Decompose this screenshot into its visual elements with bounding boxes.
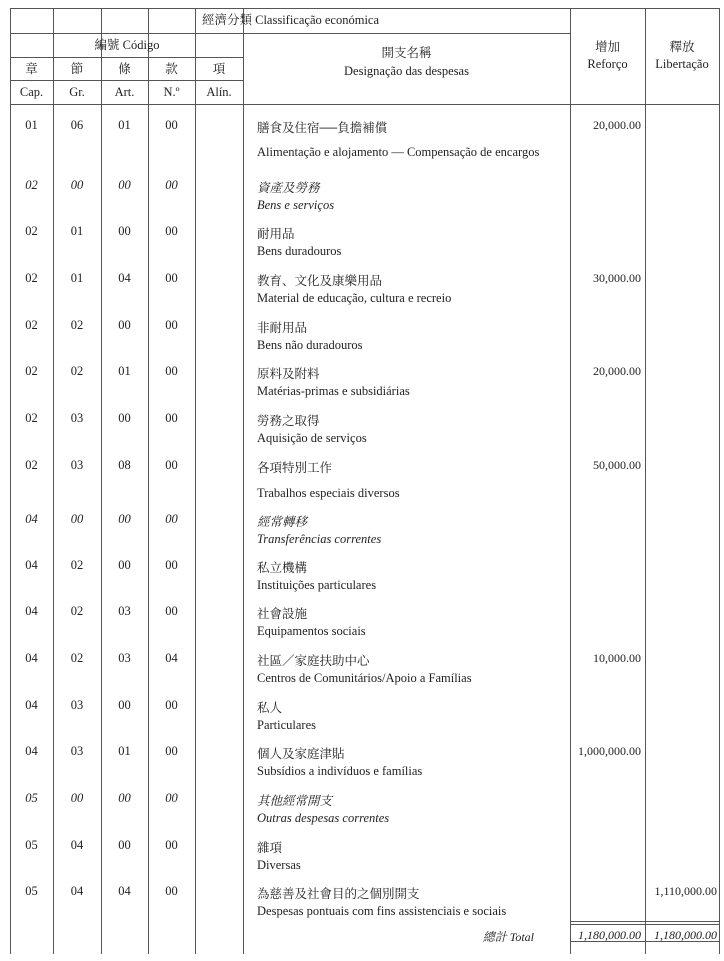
designation-pt: Alimentação e alojamento — Compensação de encargos — [257, 145, 540, 159]
designation-zh: 原料及附料 — [257, 367, 320, 381]
code-cap: 04 — [25, 604, 38, 618]
code-cap: 04 — [25, 698, 38, 712]
code-gr: 06 — [70, 118, 84, 132]
col-alin-zh: 項 — [212, 62, 226, 76]
code-art: 01 — [118, 118, 131, 132]
code-no: 00 — [165, 604, 178, 618]
code-no: 00 — [165, 458, 178, 472]
code-no: 00 — [165, 178, 178, 192]
code-art: 04 — [118, 884, 131, 898]
code-cap: 05 — [25, 791, 38, 805]
code-cap: 02 — [25, 224, 38, 238]
designation-zh: 各項特別工作 — [257, 461, 333, 475]
col-cap-pt: Cap. — [19, 85, 44, 99]
table-border-top — [10, 8, 720, 9]
designation-zh: 社會設施 — [257, 607, 308, 621]
code-gr: 02 — [70, 604, 84, 618]
table-border-right — [719, 8, 720, 954]
code-cap: 04 — [25, 558, 38, 572]
designation-pt: Diversas — [257, 858, 301, 872]
code-no: 00 — [165, 512, 178, 526]
code-art: 08 — [118, 458, 131, 472]
amount-reforco: 30,000.00 — [593, 271, 641, 285]
budget-table — [10, 8, 720, 954]
code-no: 00 — [165, 411, 178, 425]
total-libertacao: 1,180,000.00 — [654, 928, 717, 942]
code-no: 04 — [165, 651, 178, 665]
code-gr: 04 — [70, 884, 84, 898]
code-gr: 00 — [70, 512, 84, 526]
col-divider — [53, 8, 54, 954]
designation-pt: Particulares — [257, 718, 317, 732]
code-cap: 02 — [25, 271, 38, 285]
code-gr: 02 — [70, 364, 84, 378]
code-cap: 02 — [25, 458, 38, 472]
col-divider — [101, 8, 102, 954]
code-cap: 01 — [25, 118, 38, 132]
total-rule — [570, 921, 720, 922]
code-no: 00 — [165, 224, 178, 238]
designation-pt: Matérias-primas e subsidiárias — [257, 384, 410, 398]
code-art: 00 — [118, 224, 131, 238]
designation-zh: 教育、文化及康樂用品 — [257, 274, 383, 288]
table-border-left — [10, 8, 11, 954]
code-gr: 03 — [70, 744, 84, 758]
libertacao-heading-zh: 釋放 — [669, 40, 695, 54]
code-cap: 04 — [25, 512, 38, 526]
code-gr: 01 — [70, 271, 84, 285]
code-art: 01 — [118, 364, 131, 378]
designation-pt: Equipamentos sociais — [257, 624, 366, 638]
col-no-zh: 款 — [165, 62, 178, 76]
designation-zh: 資產及勞務 — [257, 181, 320, 195]
code-gr: 03 — [70, 458, 84, 472]
amount-reforco: 50,000.00 — [593, 458, 641, 472]
designation-pt: Material de educação, cultura e recreio — [257, 291, 452, 305]
col-gr-pt: Gr. — [69, 85, 85, 99]
code-no: 00 — [165, 838, 178, 852]
code-cap: 02 — [25, 318, 38, 332]
designation-pt: Trabalhos especiais diversos — [257, 486, 400, 500]
code-no: 00 — [165, 558, 178, 572]
code-cap: 02 — [25, 364, 38, 378]
designation-pt: Despesas pontuais com fins assistenciais e sociais — [257, 904, 507, 918]
code-no: 00 — [165, 364, 178, 378]
code-no: 00 — [165, 791, 178, 805]
col-cap-zh: 章 — [25, 62, 38, 76]
code-gr: 03 — [70, 411, 84, 425]
code-art: 03 — [118, 604, 131, 618]
designation-zh: 勞務之取得 — [257, 414, 320, 428]
code-art: 00 — [118, 178, 131, 192]
designation-zh: 為慈善及社會目的之個別開支 — [257, 887, 420, 901]
code-no: 00 — [165, 884, 178, 898]
total-reforco: 1,180,000.00 — [578, 928, 641, 942]
code-gr: 04 — [70, 838, 84, 852]
header-bottom — [10, 104, 720, 105]
code-cap: 02 — [25, 178, 38, 192]
designation-zh: 膳食及住宿──負擔補償 — [257, 121, 388, 135]
amount-libertacao: 1,110,000.00 — [654, 884, 717, 898]
code-no: 00 — [165, 118, 178, 132]
designation-zh: 耐用品 — [257, 227, 295, 241]
code-cap: 02 — [25, 411, 38, 425]
code-gr: 03 — [70, 698, 84, 712]
designation-pt: Centros de Comunitários/Apoio a Famílias — [257, 671, 472, 685]
designation-pt: Subsídios a indivíduos e famílias — [257, 764, 423, 778]
code-no: 00 — [165, 698, 178, 712]
designation-zh: 私人 — [257, 701, 283, 715]
code-art: 03 — [118, 651, 131, 665]
reforco-heading-pt: Reforço — [587, 57, 628, 71]
code-cap: 04 — [25, 744, 38, 758]
col-divider — [243, 8, 244, 954]
designation-zh: 非耐用品 — [257, 321, 308, 335]
designation-zh: 私立機構 — [257, 561, 308, 575]
libertacao-heading-pt: Libertação — [655, 57, 709, 71]
code-cap: 04 — [25, 651, 38, 665]
designation-zh: 個人及家庭津貼 — [257, 747, 345, 761]
col-art-zh: 條 — [118, 62, 131, 76]
col-no-pt: N.º — [163, 85, 180, 99]
designation-zh: 經常轉移 — [257, 515, 308, 529]
codigo-heading: 編號 Código — [94, 38, 160, 52]
amount-reforco: 10,000.00 — [593, 651, 641, 665]
reforco-heading-zh: 增加 — [594, 40, 620, 54]
designation-pt: Transferências correntes — [257, 532, 382, 546]
header-divider — [10, 57, 244, 58]
header-divider — [10, 33, 571, 34]
code-art: 00 — [118, 698, 131, 712]
code-gr: 02 — [70, 651, 84, 665]
designation-pt: Bens e serviços — [257, 198, 335, 212]
code-gr: 02 — [70, 558, 84, 572]
designation-zh: 雜項 — [257, 841, 283, 855]
total-rule — [570, 924, 720, 925]
code-gr: 00 — [70, 791, 84, 805]
col-divider — [570, 8, 571, 954]
designation-pt: Bens duradouros — [257, 244, 342, 258]
code-gr: 00 — [70, 178, 84, 192]
header-divider — [10, 80, 244, 81]
total-label: 總計 Total — [482, 930, 534, 944]
col-art-pt: Art. — [114, 85, 135, 99]
col-divider — [148, 8, 149, 954]
code-no: 00 — [165, 318, 178, 332]
designation-pt: Instituições particulares — [257, 578, 377, 592]
code-art: 04 — [118, 271, 131, 285]
code-cap: 05 — [25, 838, 38, 852]
code-gr: 02 — [70, 318, 84, 332]
designation-zh: 社區／家庭扶助中心 — [257, 654, 370, 668]
amount-reforco: 1,000,000.00 — [578, 744, 641, 758]
designation-zh: 其他經常開支 — [257, 794, 333, 808]
code-art: 00 — [118, 791, 131, 805]
code-no: 00 — [165, 744, 178, 758]
designation-pt: Aquisição de serviços — [257, 431, 367, 445]
code-art: 00 — [118, 512, 131, 526]
code-cap: 05 — [25, 884, 38, 898]
code-art: 01 — [118, 744, 131, 758]
code-gr: 01 — [70, 224, 84, 238]
designation-heading-pt: Designação das despesas — [344, 64, 469, 78]
code-no: 00 — [165, 271, 178, 285]
col-alin-pt: Alín. — [206, 85, 232, 99]
code-art: 00 — [118, 558, 131, 572]
code-art: 00 — [118, 411, 131, 425]
col-gr-zh: 節 — [70, 62, 84, 76]
designation-pt: Bens não duradouros — [257, 338, 363, 352]
designation-heading-zh: 開支名稱 — [381, 46, 432, 60]
amount-reforco: 20,000.00 — [593, 364, 641, 378]
classification-heading: 經濟分類 Classificação económica — [201, 13, 380, 27]
col-divider — [645, 8, 646, 954]
code-art: 00 — [118, 318, 131, 332]
amount-reforco: 20,000.00 — [593, 118, 641, 132]
designation-pt: Outras despesas correntes — [257, 811, 390, 825]
col-divider — [195, 8, 196, 954]
code-art: 00 — [118, 838, 131, 852]
